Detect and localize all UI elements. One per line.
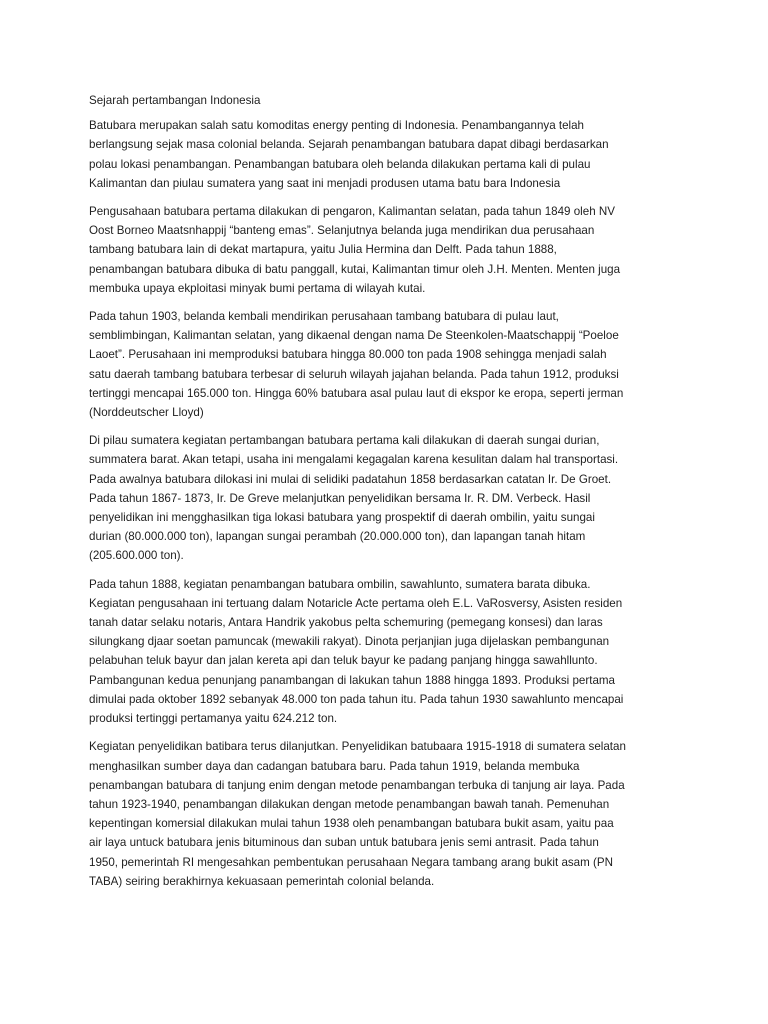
paragraph-3 — [89, 307, 689, 422]
paragraph-line: tahun 1923-1940, penambangan dilakukan dengan metode penambangan bawah tanah. Pemenuhan — [89, 797, 610, 811]
paragraph-line: air laya untuck batubara jenis bituminous dan suban untuk batubara jenis semi antrasit. Pada tahun — [89, 836, 599, 850]
paragraph-2 — [89, 202, 689, 298]
document-title: Sejarah pertambangan Indonesia — [89, 94, 261, 107]
paragraph-line: penambangan batubara dibuka di batu panggall, kutai, Kalimantan timur oleh J.H. Menten. Menten juga — [89, 262, 621, 276]
paragraph-line: Kegiatan penyelidikan batibara terus dilanjutkan. Penyelidikan batubaara 1915-1918 di sumatera selatan — [89, 740, 626, 754]
paragraph-line: Oost Borneo Maatsnhappij “banteng emas”. Selanjutnya belanda juga mendirikan dua perusahaan — [89, 224, 595, 238]
paragraph-line: Pada tahun 1903, belanda kembali mendirikan perusahaan tambang batubara di pulau laut, — [89, 310, 559, 324]
paragraph-line: summatera barat. Akan tetapi, usaha ini mengalami kegagalan karena kesulitan dalam hal transportasi. — [89, 453, 619, 467]
document-body — [89, 91, 689, 900]
paragraph-line: TABA) seiring berakhirnya kekuasaan pemerintah colonial belanda. — [89, 874, 435, 888]
paragraph-line: Pengusahaan batubara pertama dilakukan di pengaron, Kalimantan selatan, pada tahun 1849 oleh NV — [89, 205, 615, 219]
paragraph-line: Pada tahun 1888, kegiatan penambangan batubara ombilin, sawahlunto, sumatera barata dibuka. — [89, 577, 591, 591]
paragraph-line: Di pilau sumatera kegiatan pertambangan batubara pertama kali dilakukan di daerah sungai durian, — [89, 434, 600, 448]
paragraph-line: Laoet”. Perusahaan ini memproduksi batubara hingga 80.000 ton pada 1908 sehingga menjadi salah — [89, 348, 607, 362]
paragraph-line: Pada awalnya batubara dilokasi ini mulai di selidiki padatahun 1858 berdasarkan catatan Ir. De Groet. — [89, 472, 612, 486]
paragraph-line: dimulai pada oktober 1892 sebanyak 48.000 ton pada tahun itu. Pada tahun 1930 sawahlunto mencapai — [89, 692, 624, 706]
paragraph-line: membuka upaya ekploitasi minyak bumi pertama di wilayah kutai. — [89, 281, 426, 295]
paragraph-line: 1950, pemerintah RI mengesahkan pembentukan perusahaan Negara tambang arang bukit asam (PN — [89, 855, 613, 869]
paragraph-line: tertinggi mencapai 165.000 ton. Hingga 60% batubara asal pulau laut di ekspor ke eropa, seperti jerman — [89, 386, 624, 400]
paragraph-list — [89, 116, 689, 891]
paragraph-line: Kalimantan dan piulau sumatera yang saat ini menjadi produsen utama batu bara Indonesia — [89, 176, 561, 190]
paragraph-line: (205.600.000 ton). — [89, 549, 184, 563]
paragraph-1 — [89, 116, 689, 193]
paragraph-5 — [89, 575, 689, 729]
paragraph-line: penyelidikan ini mengghasilkan tiga lokasi batubara yang prospektif di daerah ombilin, yaitu sungai — [89, 511, 595, 525]
paragraph-line: penambangan batubara di tanjung enim dengan metode penambangan terbuka di tanjung air laya. Pada — [89, 778, 625, 792]
paragraph-line: durian (80.000.000 ton), lapangan sungai perambah (20.000.000 ton), dan lapangan tanah hitam — [89, 530, 586, 544]
paragraph-line: pelabuhan teluk bayur dan jalan kereta api dan teluk bayur ke padang panjang hingga sawahllunto. — [89, 654, 598, 668]
paragraph-line: silungkang djaar soetan pamuncak (mewakili rakyat). Dinota perjanjian juga dijelaskan pembangunan — [89, 635, 610, 649]
paragraph-line: menghasilkan sumber daya dan cadangan batubara baru. Pada tahun 1919, belanda membuka — [89, 759, 580, 773]
paragraph-line: produksi tertinggi pertamanya yaitu 624.212 ton. — [89, 712, 338, 726]
paragraph-line: Pambangunan kedua penunjang panambangan di lakukan tahun 1888 hingga 1893. Produksi pertama — [89, 673, 615, 687]
paragraph-4 — [89, 431, 689, 565]
paragraph-line: kepentingan komersial dilakukan mulai tahun 1938 oleh penambangan batubara bukit asam, yaitu paa — [89, 817, 614, 831]
paragraph-line: polau lokasi penambangan. Penambangan batubara oleh belanda dilakukan pertama kali di pulau — [89, 157, 591, 171]
paragraph-line: Pada tahun 1867- 1873, Ir. De Greve melanjutkan penyelidikan bersama Ir. R. DM. Verbeck. Hasil — [89, 491, 591, 505]
paragraph-line: Kegiatan pengusahaan ini tertuang dalam Notaricle Acte pertama oleh E.L. VaRosversy, Asisten residen — [89, 596, 623, 610]
paragraph-line: berlangsung sejak masa colonial belanda. Sejarah penambangan batubara dapat dibagi berdasarkan — [89, 138, 609, 152]
paragraph-line: satu daerah tambang batubara terbesar di seluruh wilayah jajahan belanda. Pada tahun 1912, produksi — [89, 367, 619, 381]
paragraph-line: tambang batubara lain di dekat martapura, yaitu Julia Hermina dan Delft. Pada tahun 1888, — [89, 243, 557, 257]
paragraph-line: tanah datar selaku notaris, Antara Handrik yakobus pelta schemuring (pemegang konsesi) dan laras — [89, 616, 603, 630]
paragraph-6 — [89, 737, 689, 891]
paragraph-line: semblimbingan, Kalimantan selatan, yang dikaenal dengan nama De Steenkolen-Maatschappij “Poeloe — [89, 329, 619, 343]
paragraph-line: Batubara merupakan salah satu komoditas energy penting di Indonesia. Penambangannya telah — [89, 119, 585, 133]
paragraph-line: (Norddeutscher Lloyd) — [89, 406, 204, 420]
